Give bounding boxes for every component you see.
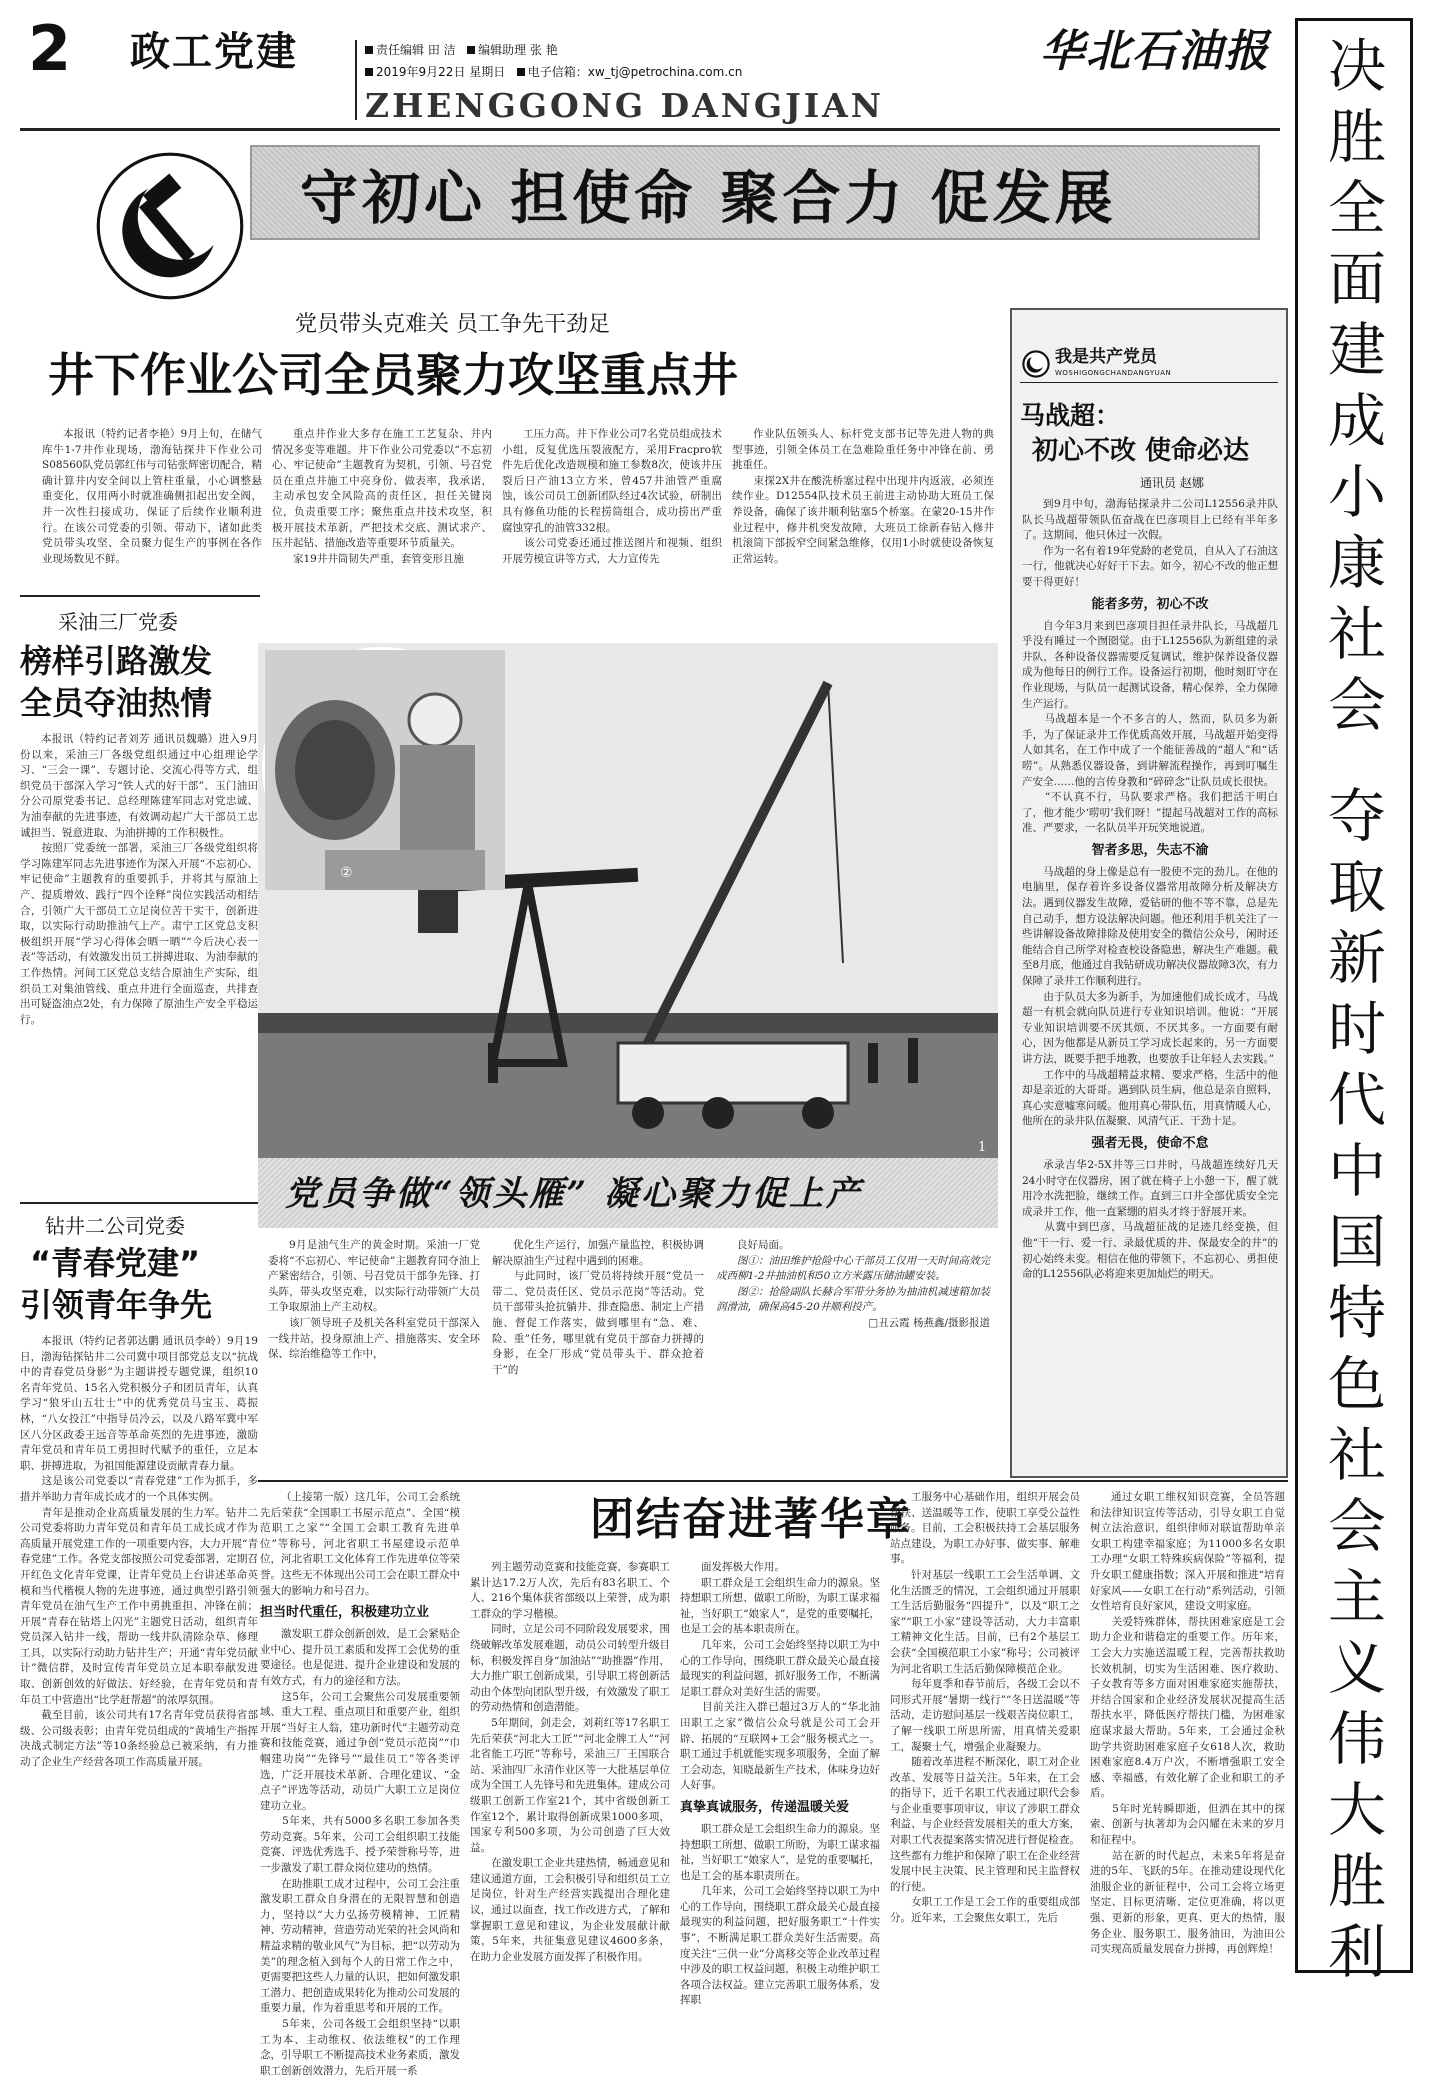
feature-col-2-text: 优化生产运行，加强产量监控，积极协调解决原油生产过程中遇到的困难。 与此同时，该厂党员将持续开展“党员一带二、党员责任区、党员示范岗”等活动。党员干部带头抢抗躺井、排查隐患、制定上产措施、督促工作落实，做到哪里有“急、难、险、重”任务，哪里就有党员干部奋力拼搏的身影，在全厂形成“党员带头干、群众抢着干”的: [492, 1239, 704, 1376]
lead-col-3: [502, 427, 722, 575]
bullet-square-icon: [467, 46, 475, 54]
bottom-col-5: [1090, 1490, 1285, 1975]
bottom-sub-2: 真挚真诚服务，传递温暖关爱: [680, 1799, 850, 1815]
banner-slogan: 守初心 担使命 聚合力 促发展: [300, 164, 1117, 232]
slogan-char: 国: [1327, 1208, 1386, 1276]
issue-date: 2019年9月22日 星期日: [376, 65, 506, 79]
feature-col-1-text: 9月是油气生产的黄金时期。采油一厂党委将“不忘初心、牢记使命”主题教育同夺油上产紧密结合，引领、号召党员干部争先锋、打头阵，带头攻坚克难，以实际行动带领广大员工争取原油上产主动权。 该厂领导班子及机关各科室党员干部深入一线井站，投身原油上产、措施落实、安全环保、综治维稳等工作中，: [268, 1239, 481, 1361]
page-number: 2: [28, 12, 72, 85]
slogan-char: 小: [1327, 458, 1386, 526]
feature-caption-1: 图①：油田维护抢险中心干部员工仅用一天时间高效完成西柳1-2井抽油机和50立方米露压储油罐安装。: [716, 1254, 990, 1283]
lead-col-1: [42, 427, 262, 575]
photo-label-1: 1: [978, 1140, 987, 1155]
profile-sub-3: 强者无畏，使命不怠: [1091, 1135, 1209, 1151]
photo-inset-round: [262, 647, 502, 887]
feature-col-3: [716, 1238, 990, 1466]
slogan-char: 大: [1327, 1776, 1386, 1844]
lead-kicker: 党员带头克难关 员工争先干劲足: [295, 312, 610, 337]
left1-body-text: 本报讯（特约记者刘芳 通讯员魏璐）进入9月份以来，采油三厂各级党组织通过中心组理论学习、“三会一课”、专题讨论、交流心得等方式，组织党员干部深入学习“铁人式的好干部”、玉门油田分公司原党委书记、总经理陈建军同志对党忠诚、为油奉献的先进事迹，有效调动起广大干部员工忠诚担当、锐意进取、为油拼搏的工作积极性。 按照厂党委统一部署，采油三厂各级党组织将学习陈建军同志先进事迹作为深入开展“不忘初心、牢记使命”主题教育的重要抓手，并将其与原油上产、提质增效、践行“四个诠释”岗位实践活动相结合，引领广大干部员工立足岗位苦干实干，创新进取，以实际行动助推油气上产。肃宁工区党总支积极组织开展“学习心得体会晒一晒”“今后决心表一表”等活动，有效激发出员工拼搏进取、为油奉献的工作热情。河间工区党总支结合原油生产实际，组织员工对集油管线、重点井进行全面巡查，共排查出可疑盗油点2处，有力保障了原油生产安全平稳运行。: [20, 733, 259, 1026]
bottom-col-1: [260, 1490, 461, 2077]
bottom-sub-1: 担当时代重任，积极建功立业: [260, 1605, 430, 1621]
profile-column-label: 我是共产党员: [1055, 347, 1157, 367]
slogan-char: 社: [1327, 600, 1386, 668]
section-title: 政工党建: [130, 29, 298, 75]
header-rule: [20, 128, 1280, 131]
slogan-char: 会: [1327, 671, 1386, 739]
editor: 责任编辑 田 洁: [376, 43, 456, 57]
slogan-char: 全: [1327, 174, 1386, 242]
vertical-slogan-line2: [1298, 741, 1416, 1988]
lead-col-4-text: 作业队伍领头人、标杆党支部书记等先进人物的典型事迹，引领全体员工在急难险重任务中冲锋在前、勇挑重任。 束探2X井在酸洗桥塞过程中出现井内返液，必须连续作业。D12554队技术员王前进主动协助大班员工保养设备，确保了该井顺利钻塞5个桥塞。在蒙20-15井作业过程中，修井机突发故障，大班员工徐新春钻入修井机滚筒下部扳窄空间紧急维修，仅用1小时就使设备恢复正常运转。: [732, 428, 995, 565]
photo-label-2: ②: [340, 865, 353, 881]
slogan-char: 伟: [1327, 1705, 1386, 1773]
left2-kicker: 钻井二公司党委: [45, 1214, 185, 1238]
slogan-char: 色: [1327, 1350, 1386, 1418]
bullet-square-icon: [365, 68, 373, 76]
bottom-col-2: [470, 1560, 670, 1975]
profile-intro: 到9月中旬，渤海钻探录井二公司L12556录井队队长马战超带领队伍奋战在巴彦项目上已经有半年多了。这期间，他只休过一次假。 作为一名有着19年党龄的老党员，自从入了石油这一行，他就决心好好干下去。如今，初心不改的他正想要干得更好！: [1022, 498, 1278, 588]
lead-col-2-text: 重点井作业大多存在施工工艺复杂、井内情况多变等难题。井下作业公司党委以“不忘初心、牢记使命”主题教育为契机，引领、号召党员在重点井施工中亮身份、做表率，我承诺，主动承包安全风险高的责任区，担任关键岗位，负责重要工序；聚焦重点井技术攻坚，积极开展技术革新，严把技术交底、测试求产、压井起钻、措施改造等重要环节质量关。 家19井井筒韧失严重，套管变形且施: [272, 428, 492, 565]
profile-body-1: 自今年3月来到巴彦项目担任录井队长，马战超几乎没有睡过一个囫囵觉。由于L12556队为新组建的录井队，各种设备仪器需要反复调试，维护保养设备仪器成为他每日的例行工作。设备运行初期，他时刻盯守在作业现场，与队员一起测试设备，精心保养，全力保障生产运行。 马战超本是一个不多言的人，然而，队员多为新手，为了保证录井工作优质高效开展，马战超开始变得人如其名，在工作中成了一个能征善战的“超人”和“话唠”。从熟悉仪器设备，到讲解流程操作，再到叮嘱生产安全……他的言传身教和“碎碎念”让队员成长很快。 “不认真不行，马队要求严格。我们把活干明白了，他才能少‘唠叨’我们呀！”提起马战超对工作的高标准、严要求，一名队员半开玩笑地说道。: [1022, 619, 1279, 835]
bottom-headline: 团结奋进著华章: [590, 1494, 912, 1545]
slogan-char: 建: [1327, 316, 1386, 384]
slogan-char: 利: [1327, 1918, 1386, 1986]
profile-body-3: 承录吉华2-5X井等三口井时，马战超连续好几天24小时守在仪器房，困了就在椅子上小憩一下，醒了就用冷水洗把脸，继续工作。直到三口井全部优质安全完成录井工作，他一直紧绷的眉头才终于舒展开来。 从冀中到巴彦，马战超征战的足迹几经变换，但他“干一行、爱一行、录最优质的井、保最安全的井”的初心始终未变。相信在他的带领下，不忘初心、勇担使命的L12556队必将迎来更加灿烂的明天。: [1022, 1158, 1279, 1281]
lead-col-3-text: 工压力高。井下作业公司7名党员组成技术小组，反复优选压裂液配方，采用Fracpro软件先后优化改造规模和施工参数8次，使该井压裂后日产油13立方米，曾457井油管严重腐蚀，该公司员工创新团队经过4次试验，研制出具有修鱼功能的长程捞筒组合，成功捞出严重腐蚀穿孔的油管332根。 该公司党委还通过推送图片和视频、组织开展劳模宣讲等方式，大力宣传先: [502, 428, 723, 565]
left2-headline-2: 引领青年争先: [20, 1286, 213, 1324]
bottom-col-1-text: （上接第一版）这几年，公司工会系统先后荣获“全国职工书屋示范点”、全国“模范职工之家”“全国工会职工教育先进单位”等称号，河北省职工书屋建设示范单位，河北省职工文化体育工作先进单位等荣誉。这些无不体现出公司工会在职工群众中强大的影响力和号召力。: [260, 1491, 460, 1597]
lead-col-2: [272, 427, 492, 575]
slogan-char: 时: [1327, 995, 1386, 1063]
masthead-logo: 华北石油报: [1040, 26, 1270, 77]
header-meta-row2: [365, 62, 742, 82]
profile-sub-1: 能者多劳，初心不改: [1091, 596, 1209, 612]
slogan-char: 义: [1327, 1634, 1386, 1702]
bottom-col-4: [890, 1490, 1080, 1975]
slogan-char: 特: [1327, 1279, 1386, 1347]
bullet-square-icon: [365, 46, 373, 54]
bottom-rule: [258, 1480, 1288, 1482]
profile-byline: 通讯员 赵娜: [1140, 476, 1204, 490]
profile-name-line: 马战超：: [1020, 401, 1121, 430]
vertical-slogan-box: [1295, 18, 1413, 1986]
lead-col-1-text: 本报讯（特约记者李艳）9月上旬，在储气库牛1-7井作业现场，渤海钻探井下作业公司S08560队党员郭红伟与司钻张辉密切配合，精确计算井内安全间以上管柱重量，小心调整悬重变化，仅用两小时就准确侧扣起出安全阀，并一次性扫接成功，保证了后续作业顺利进行。在该公司党委的引领、带动下，诸如此类党员带头攻坚、全员聚力促生产的事例在各作业现场数见不鲜。: [42, 428, 262, 565]
bottom-col-1b-text: 激发职工群众创新创效，是工会紧贴企业中心、提升员工素质和发挥工会优势的重要途径。也是促进、提升企业建设和发展的有效方式，有力的途径和方法。 这5年，公司工会聚焦公司发展重要领域、重大工程、重点项目和重要产业，组织开展“当好主人翁，建功新时代”主题劳动竞赛和技能竞赛，通过争创“党员示范岗”“巾帼建功岗”“先锋号”“最佳员工”等各类评选，广泛开展技术革新、合理化建议、“金点子”评选等活动，动员广大职工立足岗位建功立业。 5年来，共有5000多名职工参加各类劳动竞赛。5年来，公司工会组织职工技能竞赛、评选优秀选手、授予荣誉称号等，进一步激发了职工群众岗位建功的热情。 在助推职工成才过程中，公司工会注重激发职工群众自身潜在的无限智慧和创造力，坚持以“大力弘扬劳模精神、工匠精神、劳动精神，营造劳动光荣的社会风尚和精益求精的敬业风气”为目标，把“以劳动为美”的理念植入到每个人的日常工作之中，更需要把这些人力量的认识，把如何激发职工潜力、把创造成果转化为推动公司发展的重要力量，作为着重思考和开展的工作。 5年来，公司各级工会组织坚持“以职工为本、主动维权、依法维权”的工作理念，引导职工不断提高技术业务素质，激发职工创新创效潜力，先后开展一系: [260, 1628, 461, 2077]
bottom-col-2-text: 列主题劳动竞赛和技能竞赛，参赛职工累计达17.2万人次，先后有83名职工、个人、216个集体获省部级以上荣誉，成为职工群众的学习楷模。 同时，立足公司不同阶段发展要求，围绕破解改革发展难题，动员公司转型升级目标，积极发挥自身“加油站”“助推器”作用，大力推广职工创新成果，引导职工将创新活动由个体型向团队型升级，有效激发了职工的劳动热情和创造潜能。 5年期间，剑走会，刘莉红等17名职工先后荣获“河北大工匠”“河北金牌工人”“河北省能工巧匠”等称号，采油三厂王国联合站、采油四厂永清作业区等一大批基层单位成为全国工人先锋号和先进集体。建成公司级职工创新工作室21个，其中省级创新工作室12个，累计取得创新成果1000多项，国家专利500多项，为公司创造了巨大效益。 在激发职工企业共建热情，畅通意见和建议通道方面，工会积极引导和组织员工立足岗位，针对生产经营实践提出合理化建议，通过以面查，找工作改进方式，了解和掌握职工意见和建议，为企业发展献计献策，5年来，共征集意见建议4600多条，在助力企业发展方面发挥了积极作用。: [470, 1561, 671, 1963]
slogan-char: 新: [1327, 924, 1386, 992]
left2-body: [20, 1334, 258, 1974]
slogan-char: 取: [1327, 853, 1386, 921]
slogan-char: 会: [1327, 1492, 1386, 1560]
left1-kicker: 采油三厂党委: [58, 610, 178, 634]
slogan-char: 胜: [1327, 103, 1386, 171]
vertical-slogan-line1: [1298, 21, 1416, 741]
slogan-char: 康: [1327, 529, 1386, 597]
worker-with-drum-icon: [265, 650, 505, 890]
party-emblem-small-icon: [1022, 350, 1050, 378]
email: 电子信箱：xw_tj@petrochina.com.cn: [527, 65, 743, 79]
left1-headline-2: 全员夺油热情: [20, 684, 213, 722]
slogan-char: 面: [1327, 245, 1386, 313]
left2-headline-1: “青春党建”: [30, 1244, 201, 1282]
profile-body-2: 马战超的身上像是总有一股使不完的劲儿。在他的电脑里，保存着许多设备仪器常用故障分析及解决方法。遇到仪器发生故障，爱钻研的他不等不靠，总是先自己动手，想方设法解决问题。他还利用手机关注了一些讲解设备故障排除及使用安全的微信公众号，闲时还能结合自己所学对检查校设备隐患，解决生产难题。截至8月底，他通过自我钻研成功解决仪器故障3次，有力保障了录井工作顺利进行。 由于队员大多为新手，为加速他们成长成才，马战超一有机会就向队员进行专业知识培训。他说：“开展专业知识培训要不厌其烦、不厌其多。一方面要有耐心，因为他都是从新员工学习成长起来的，另一方面要讲方法，既要手把手地教，也要放手让年轻人去实践。” 工作中的马战超精益求精、要求严格，生活中的他却是亲近的大哥哥。遇到队员生病，他总是亲自照料，真心实意嘘寒问暖。他用真心带队伍，用真情暖人心，他所在的录井队伍凝聚、风清气正、干劲十足。: [1022, 865, 1279, 1128]
slogan-char: 中: [1327, 1137, 1386, 1205]
feature-caption-2: 图②：抢险副队长赫合军带分务协为抽油机减速箱加装润滑油，确保高45-20井顺利投产。: [716, 1285, 990, 1314]
feature-col-3-text: 良好局面。: [737, 1239, 790, 1251]
profile-body: [1022, 497, 1278, 1467]
profile-column-pinyin: WOSHIGONGCHANDANGYUAN: [1055, 369, 1172, 377]
slogan-char: 决: [1327, 32, 1386, 100]
feature-col-2: [492, 1238, 704, 1466]
bottom-col-3b-text: 职工群众是工会组织生命力的源泉。坚持想职工所想、做职工所盼，为职工谋求福祉，当好职工“娘家人”，是党的重要嘱托，也是工会的基本职责所在。 几年来，公司工会始终坚持以职工为中心的工作导向，围绕职工群众最关心最直接最现实的利益问题，把好服务职工“十件实事”，不断满足职工群众美好生活需要。高度关注“三供一业”分离移交等企业改革过程中涉及的职工权益问题，积极主动维护职工各项合法权益。建立完善职工服务体系，发挥职: [680, 1822, 881, 2007]
feature-col-1: [268, 1238, 480, 1466]
lead-headline: 井下作业公司全员聚力攻坚重点井: [48, 348, 738, 402]
bottom-col-5-text: 通过女职工维权知识竞赛，全员答题和法律知识宣传等活动，引导女职工自觉树立法治意识，组织律师对联谊帮助单亲女职工构建幸福家庭；为11000多名女职工办理“女职工特殊疾病保险”等福利，提升女职工健康指数；深入开展和推进“培育好家风——女职工在行动”系列活动，引领女性培育良好家风，建设文明家庭。 关爱特殊群体，帮扶困难家庭是工会助力企业和谐稳定的重要工作。历年来，工会大力实施送温暖工程，完善帮扶救助长效机制，切实为生活困难、医疗救助、子女教育等多方面对困难家庭实施帮扶，并结合国家和企业经济发展状况提高生活帮扶水平，降低医疗帮扶门槛，为困难家庭谋求最大帮助。5年来，工会通过金秋助学共资助困难家庭子女618人次，救助困难家庭8.4万户次，不断增强职工安全感、幸福感，有效化解了企业和职工的矛盾。 5年时光转瞬即逝，但洒在其中的探索、创新与执著却为会闪耀在未来的岁月和征程中。 站在新的时代起点，未来5年将是奋进的5年、飞跃的5年。在推动建设现代化油服企业的新征程中，公司工会将立场更坚定、目标更清晰、定位更准确，将以更强、更新的形象，更真、更大的热情，服务企业、服务职工、服务油田，为油田公司实现高质量发展奋力拼搏，再创辉煌！: [1090, 1491, 1286, 1956]
feature-title: 党员争做“领头雁” 凝心聚力促上产: [285, 1174, 863, 1214]
slogan-char: 胜: [1327, 1847, 1386, 1915]
bottom-col-4-text: 工服务中心基础作用，组织开展会员帮扶、送温暖等工作，使职工享受公益性服务。目前，工会积极扶持工会基层服务站点建设，为职工办好事、做实事、解难事。 针对基层一线职工工会生活单调、文化生活匮乏的情况，工会组织通过开展职工生活后勤服务“四提升”，以及“职工之家”“职工小家”建设等活动，大力丰富职工精神文化生活。目前，已有2个基层工会获“全国模范职工小家”称号；公司被评为河北省职工生活后勤保障模范企业。 每年夏季和春节前后，各级工会以不同形式开展“暑期一线行”“冬日送温暖”等活动，走访慰问基层一线艰苦岗位职工，了解一线职工所思所需，用真情关爱职工，凝聚士气，增强企业凝聚力。 随着改革进程不断深化，职工对企业改革、发展等日益关注。5年来，在工会的指导下，近千名职工代表通过职代会参与企业重要事项审议，审议了涉职工群众利益、与企业经营发展相关的重大方案，对职工代表提案落实情况进行督促检查。这些都有力维护和保障了职工在企业经营发展中民主决策、民主管理和民主监督权的行使。 女职工工作是工会工作的重要组成部分。近年来，工会聚焦女职工，先后: [890, 1491, 1081, 1925]
profile-sub-2: 智者多思，失志不渝: [1091, 842, 1209, 858]
lead-col-4: [732, 427, 994, 575]
header-meta-row1: [365, 40, 558, 60]
slogan-char: 主: [1327, 1563, 1386, 1631]
left1-body: [20, 732, 258, 1202]
left-rule-2: [20, 1202, 260, 1204]
profile-headline: 初心不改 使命必达: [1032, 436, 1250, 466]
bullet-square-icon: [517, 68, 525, 76]
slogan-char: 成: [1327, 387, 1386, 455]
profile-rule: [1020, 382, 1278, 383]
header-divider: [355, 40, 357, 120]
slogan-char: 社: [1327, 1421, 1386, 1489]
slogan-char: 夺: [1327, 782, 1386, 850]
bottom-col-3-text: 面发挥极大作用。 职工群众是工会组织生命力的源泉。坚持想职工所想、做职工所盼，为职工谋求福祉，当好职工“娘家人”，是党的重要嘱托，也是工会的基本职责所在。 几年来，公司工会始终坚持以职工为中心的工作导向，围绕职工群众最关心最直接最现实的利益问题，抓好服务工作，不断满足职工群众对美好生活的需要。 目前关注入群已超过3万人的“华北油田职工之家”微信公众号就是公司工会开辟、拓展的“互联网+工会”服务模式之一。职工通过手机就能实现多项服务，全面了解工会动态，知晓最新生产技术，体味身边好人好事。: [680, 1561, 881, 1792]
bottom-col-3: [680, 1560, 881, 2007]
left2-body-text: 本报讯（特约记者郭达鹏 通讯员李岭）9月19日，渤海钻探钻井二公司冀中项目部党总支以“抗战中的青春党员身影”为主题讲授专题党课，组织10名青年党员、15名入党积极分子和团员青年，认真学习“狼牙山五壮士”中的优秀党员马宝玉、葛振林，“八女投江”中指导员冷云，以及八路军冀中军区八分区政委王远音等革命英烈的先进事迹，激励青年党员和青年员工勇担时代赋予的重任，立足本职、拼搏进取，为祖国能源建设贡献青春力量。 这是该公司党委以“青春党建”工作为抓手，多措并举助力青年成长成才的一个具体实例。 青年是推动企业高质量发展的生力军。钻井二公司党委将助力青年党员和青年员工成长成才作为高质量开展党建工作的一项重要内容，大力开展“青春党建”工作。各党支部按照公司党委部署，定期召开红色文化青年党课，让青年党员上台讲述革命英模和当代楷模人物的先进事迹，通过典型引路引领青年党员在油气生产工作中勇挑重担、冲锋在前；开展“青春在钻塔上闪光”主题党日活动，组织青年党员深入钻井一线，帮助一线井队清除杂草、修理工具，以实际行动助力钻井生产；开通“青年党员献计”微信群，及时宣传青年党员立足本职奉献发进取、创新创效的好做法、好经验，在青年党员和青年员工中营造出“比学赶帮超”的浓厚氛围。 截至目前，该公司共有17名青年党员获得省部级、公司级表彰；由青年党员组成的“黄埔生产指挥决战式制定方法”等10条经验总已被采纳，有力推动了企业生产经营各项工作高质量开展。: [20, 1335, 259, 1769]
assistant-editor: 编辑助理 张 艳: [478, 43, 558, 57]
slogan-char: 代: [1327, 1066, 1386, 1134]
left-rule-1: [20, 595, 260, 597]
left1-headline-1: 榜样引路激发: [20, 642, 213, 680]
section-pinyin: ZHENGGONG DANGJIAN: [365, 86, 884, 125]
feature-credit: □丑云霞 杨燕鑫/摄影报道: [868, 1316, 990, 1329]
party-emblem-icon: [92, 148, 248, 304]
